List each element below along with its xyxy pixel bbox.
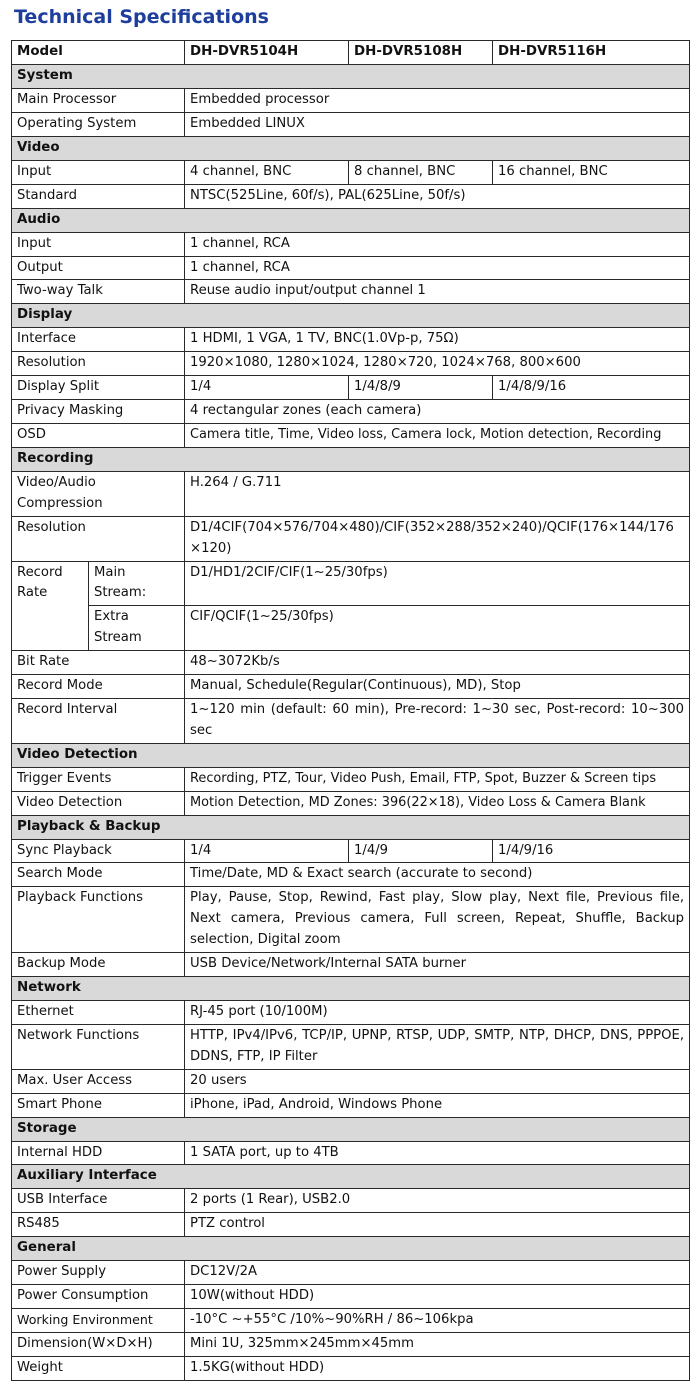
spec-label: RS485 xyxy=(12,1213,185,1237)
spec-value: NTSC(525Line, 60f/s), PAL(625Line, 50f/s) xyxy=(185,184,690,208)
section-system xyxy=(12,65,690,89)
row-max-user-access xyxy=(12,1069,690,1093)
spec-value: 10W(without HDD) xyxy=(185,1285,690,1309)
spec-label: Output xyxy=(12,256,185,280)
row-record-rate-extra xyxy=(12,606,690,651)
spec-label: Smart Phone xyxy=(12,1093,185,1117)
section-title: Recording xyxy=(12,447,690,471)
row-recording-resolution xyxy=(12,516,690,561)
spec-value: Mini 1U, 325mm×245mm×45mm xyxy=(185,1332,690,1356)
spec-label: Display Split xyxy=(12,376,185,400)
spec-label: Max. User Access xyxy=(12,1069,185,1093)
row-network-functions xyxy=(12,1024,690,1069)
spec-value: 1.5KG(without HDD) xyxy=(185,1356,690,1380)
spec-value: DC12V/2A xyxy=(185,1261,690,1285)
header-row xyxy=(12,41,690,65)
row-video-standard xyxy=(12,184,690,208)
spec-label: Main Processor xyxy=(12,89,185,113)
section-network xyxy=(12,977,690,1001)
section-title: Audio xyxy=(12,208,690,232)
spec-value-1: 4 channel, BNC xyxy=(185,160,349,184)
spec-label: Resolution xyxy=(12,352,185,376)
spec-label: Record Rate xyxy=(12,561,89,651)
spec-value: 1 SATA port, up to 4TB xyxy=(185,1141,690,1165)
row-display-interface xyxy=(12,328,690,352)
spec-label: Sync Playback xyxy=(12,839,185,863)
row-weight xyxy=(12,1356,690,1380)
row-backup-mode xyxy=(12,953,690,977)
spec-value-3: 16 channel, BNC xyxy=(493,160,690,184)
row-privacy-masking xyxy=(12,400,690,424)
row-audio-output xyxy=(12,256,690,280)
spec-value: iPhone, iPad, Android, Windows Phone xyxy=(185,1093,690,1117)
row-dimension xyxy=(12,1332,690,1356)
spec-label: Dimension(W×D×H) xyxy=(12,1332,185,1356)
spec-value: Embedded LINUX xyxy=(185,112,690,136)
spec-value: 20 users xyxy=(185,1069,690,1093)
model-3: DH-DVR5116H xyxy=(493,41,690,65)
row-record-rate-main xyxy=(12,561,690,606)
spec-value: 1 HDMI, 1 VGA, 1 TV, BNC(1.0Vp-p, 75Ω) xyxy=(185,328,690,352)
row-search-mode xyxy=(12,863,690,887)
model-2: DH-DVR5108H xyxy=(349,41,493,65)
spec-label: Input xyxy=(12,160,185,184)
section-title: Video Detection xyxy=(12,743,690,767)
spec-label: Privacy Masking xyxy=(12,400,185,424)
row-smart-phone xyxy=(12,1093,690,1117)
spec-label: Operating System xyxy=(12,112,185,136)
row-ethernet xyxy=(12,1001,690,1025)
model-1: DH-DVR5104H xyxy=(185,41,349,65)
spec-value-2: 8 channel, BNC xyxy=(349,160,493,184)
row-trigger-events xyxy=(12,767,690,791)
spec-label: Input xyxy=(12,232,185,256)
row-rs485 xyxy=(12,1213,690,1237)
spec-value: RJ-45 port (10/100M) xyxy=(185,1001,690,1025)
spec-value: 1 channel, RCA xyxy=(185,256,690,280)
spec-label: Power Consumption xyxy=(12,1285,185,1309)
section-recording xyxy=(12,447,690,471)
spec-value: Play, Pause, Stop, Rewind, Fast play, Slow play, Next file, Previous file, Next camera, Previous camera, Full screen, Repeat, Shuffle, Backup selection, Digital zoom xyxy=(185,887,690,953)
spec-value-1: 1/4 xyxy=(185,376,349,400)
spec-value: PTZ control xyxy=(185,1213,690,1237)
row-bit-rate xyxy=(12,651,690,675)
spec-label: Weight xyxy=(12,1356,185,1380)
spec-label: Standard xyxy=(12,184,185,208)
row-display-split xyxy=(12,376,690,400)
spec-value: Reuse audio input/output channel 1 xyxy=(185,280,690,304)
spec-value: HTTP, IPv4/IPv6, TCP/IP, UPNP, RTSP, UDP, SMTP, NTP, DHCP, DNS, PPPOE, DDNS, FTP, IP Filter xyxy=(185,1024,690,1069)
row-video-input xyxy=(12,160,690,184)
row-playback-functions xyxy=(12,887,690,953)
section-general xyxy=(12,1237,690,1261)
spec-label: USB Interface xyxy=(12,1189,185,1213)
section-auxiliary xyxy=(12,1165,690,1189)
spec-value: USB Device/Network/Internal SATA burner xyxy=(185,953,690,977)
row-sync-playback xyxy=(12,839,690,863)
row-operating-system xyxy=(12,112,690,136)
row-display-resolution xyxy=(12,352,690,376)
row-working-environment xyxy=(12,1309,690,1333)
header-label: Model xyxy=(12,41,185,65)
row-usb-interface xyxy=(12,1189,690,1213)
spec-table xyxy=(11,40,690,1381)
spec-label: Playback Functions xyxy=(12,887,185,953)
section-video xyxy=(12,136,690,160)
spec-label: Video/Audio Compression xyxy=(12,471,185,516)
spec-label: OSD xyxy=(12,423,185,447)
spec-value: Time/Date, MD & Exact search (accurate to second) xyxy=(185,863,690,887)
spec-value: Recording, PTZ, Tour, Video Push, Email, FTP, Spot, Buzzer & Screen tips xyxy=(185,767,690,791)
spec-sublabel: Main Stream: xyxy=(89,561,185,606)
spec-label: Ethernet xyxy=(12,1001,185,1025)
spec-label: Trigger Events xyxy=(12,767,185,791)
spec-value-2: 1/4/8/9 xyxy=(349,376,493,400)
spec-label: Power Supply xyxy=(12,1261,185,1285)
spec-value: D1/HD1/2CIF/CIF(1~25/30fps) xyxy=(185,561,690,606)
spec-value: 4 rectangular zones (each camera) xyxy=(185,400,690,424)
row-audio-input xyxy=(12,232,690,256)
spec-label: Record Mode xyxy=(12,675,185,699)
row-compression xyxy=(12,471,690,516)
spec-label: Interface xyxy=(12,328,185,352)
section-title: General xyxy=(12,1237,690,1261)
section-title: Network xyxy=(12,977,690,1001)
spec-label: Internal HDD xyxy=(12,1141,185,1165)
section-storage xyxy=(12,1117,690,1141)
row-record-interval xyxy=(12,698,690,743)
spec-value: Embedded processor xyxy=(185,89,690,113)
spec-sublabel: Extra Stream xyxy=(89,606,185,651)
row-internal-hdd xyxy=(12,1141,690,1165)
row-osd xyxy=(12,423,690,447)
section-audio xyxy=(12,208,690,232)
spec-label: Resolution xyxy=(12,516,185,561)
section-title: Storage xyxy=(12,1117,690,1141)
section-title: Display xyxy=(12,304,690,328)
spec-value: 1920×1080, 1280×1024, 1280×720, 1024×768, 800×600 xyxy=(185,352,690,376)
section-title: Playback & Backup xyxy=(12,815,690,839)
row-video-detection xyxy=(12,791,690,815)
section-playback xyxy=(12,815,690,839)
row-two-way-talk xyxy=(12,280,690,304)
spec-label: Bit Rate xyxy=(12,651,185,675)
section-title: System xyxy=(12,65,690,89)
spec-value: H.264 / G.711 xyxy=(185,471,690,516)
spec-value-3: 1/4/9/16 xyxy=(493,839,690,863)
spec-label: Working Environment xyxy=(12,1309,185,1333)
spec-value-1: 1/4 xyxy=(185,839,349,863)
spec-value-2: 1/4/9 xyxy=(349,839,493,863)
spec-value: Motion Detection, MD Zones: 396(22×18), Video Loss & Camera Blank xyxy=(185,791,690,815)
spec-label: Record Interval xyxy=(12,698,185,743)
spec-value: D1/4CIF(704×576/704×480)/CIF(352×288/352×240)/QCIF(176×144/176×120) xyxy=(185,516,690,561)
spec-value: 48~3072Kb/s xyxy=(185,651,690,675)
row-record-mode xyxy=(12,675,690,699)
section-title: Video xyxy=(12,136,690,160)
row-main-processor xyxy=(12,89,690,113)
spec-value: 2 ports (1 Rear), USB2.0 xyxy=(185,1189,690,1213)
spec-value-3: 1/4/8/9/16 xyxy=(493,376,690,400)
spec-label: Two-way Talk xyxy=(12,280,185,304)
section-title: Auxiliary Interface xyxy=(12,1165,690,1189)
section-video-detection xyxy=(12,743,690,767)
spec-value: -10°C ~+55°C /10%~90%RH / 86~106kpa xyxy=(185,1309,690,1333)
spec-value: CIF/QCIF(1~25/30fps) xyxy=(185,606,690,651)
section-display xyxy=(12,304,690,328)
spec-label: Network Functions xyxy=(12,1024,185,1069)
row-power-consumption xyxy=(12,1285,690,1309)
page-title: Technical Specifications xyxy=(14,6,269,28)
spec-label: Search Mode xyxy=(12,863,185,887)
spec-label: Backup Mode xyxy=(12,953,185,977)
spec-label: Video Detection xyxy=(12,791,185,815)
spec-value: 1 channel, RCA xyxy=(185,232,690,256)
spec-value: Manual, Schedule(Regular(Continuous), MD), Stop xyxy=(185,675,690,699)
spec-value: 1~120 min (default: 60 min), Pre-record: 1~30 sec, Post-record: 10~300 sec xyxy=(185,698,690,743)
spec-value: Camera title, Time, Video loss, Camera lock, Motion detection, Recording xyxy=(185,423,690,447)
row-power-supply xyxy=(12,1261,690,1285)
